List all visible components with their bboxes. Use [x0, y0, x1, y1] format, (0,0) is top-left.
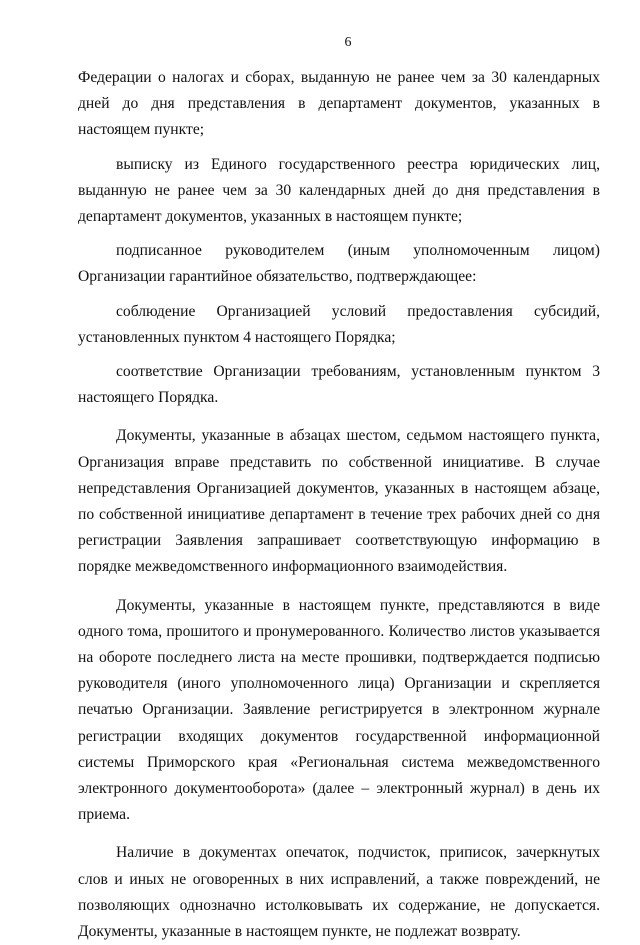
- paragraph-compliance-requirements: соответствие Организации требованиям, установленным пунктом 3 настоящего Порядка.: [78, 363, 600, 407]
- paragraph-tax-certificate: Федерации о налогах и сборах, выданную не ранее чем за 30 календарных дней до дня представления в департамент документов, указанных в настоящем пункте;: [78, 69, 600, 139]
- paragraph-compliance-conditions: соблюдение Организацией условий предоставления субсидий, установленных пунктом 4 настоящего Порядка;: [78, 302, 600, 346]
- paragraph-egrul-extract: выписку из Единого государственного реестра юридических лиц, выданную не ранее чем за 30 календарных дней до дня представления в департамент документов, указанных в настоящем пункте;: [78, 155, 600, 226]
- paragraph-document-volume: Документы, указанные в настоящем пункте, представляются в виде одного тома, прошитого и пронумерованного. Количество листов указывается на обороте последнего листа на месте прошивки, подтверждается подписью руководителя (иного уполномоченного лица) Организации и скрепляется печатью Организации. Заявление регистрируется в электронном журнале регистрации входящих документов государственной информационной системы Приморского края «Региональная система межведомственного электронного документооборота» (далее – электронный журнал) в день их приема.: [78, 596, 600, 824]
- page-number: 6: [344, 35, 352, 50]
- paragraph-corrections-not-allowed: Наличие в документах опечаток, подчисток, приписок, зачеркнутых слов и иных не оговоренных в них исправлений, а также повреждений, не позволяющих однозначно истолковывать их содержание, не допускается. Документы, указанные в настоящем пункте, не подлежат возврату.: [78, 844, 600, 941]
- paragraph-guarantee-obligation: подписанное руководителем (иным уполномоченным лицом) Организации гарантийное обязательство, подтверждающее:: [78, 242, 600, 286]
- paragraph-own-initiative-documents: Документы, указанные в абзацах шестом, седьмом настоящего пункта, Организация вправе представить по собственной инициативе. В случае непредставления Организацией документов, указанных в настоящем абзаце, по собственной инициативе департамент в течение трех рабочих дней со дня регистрации Заявления запрашивает соответствующую информацию в порядке межведомственного информационного взаимодействия.: [78, 427, 600, 576]
